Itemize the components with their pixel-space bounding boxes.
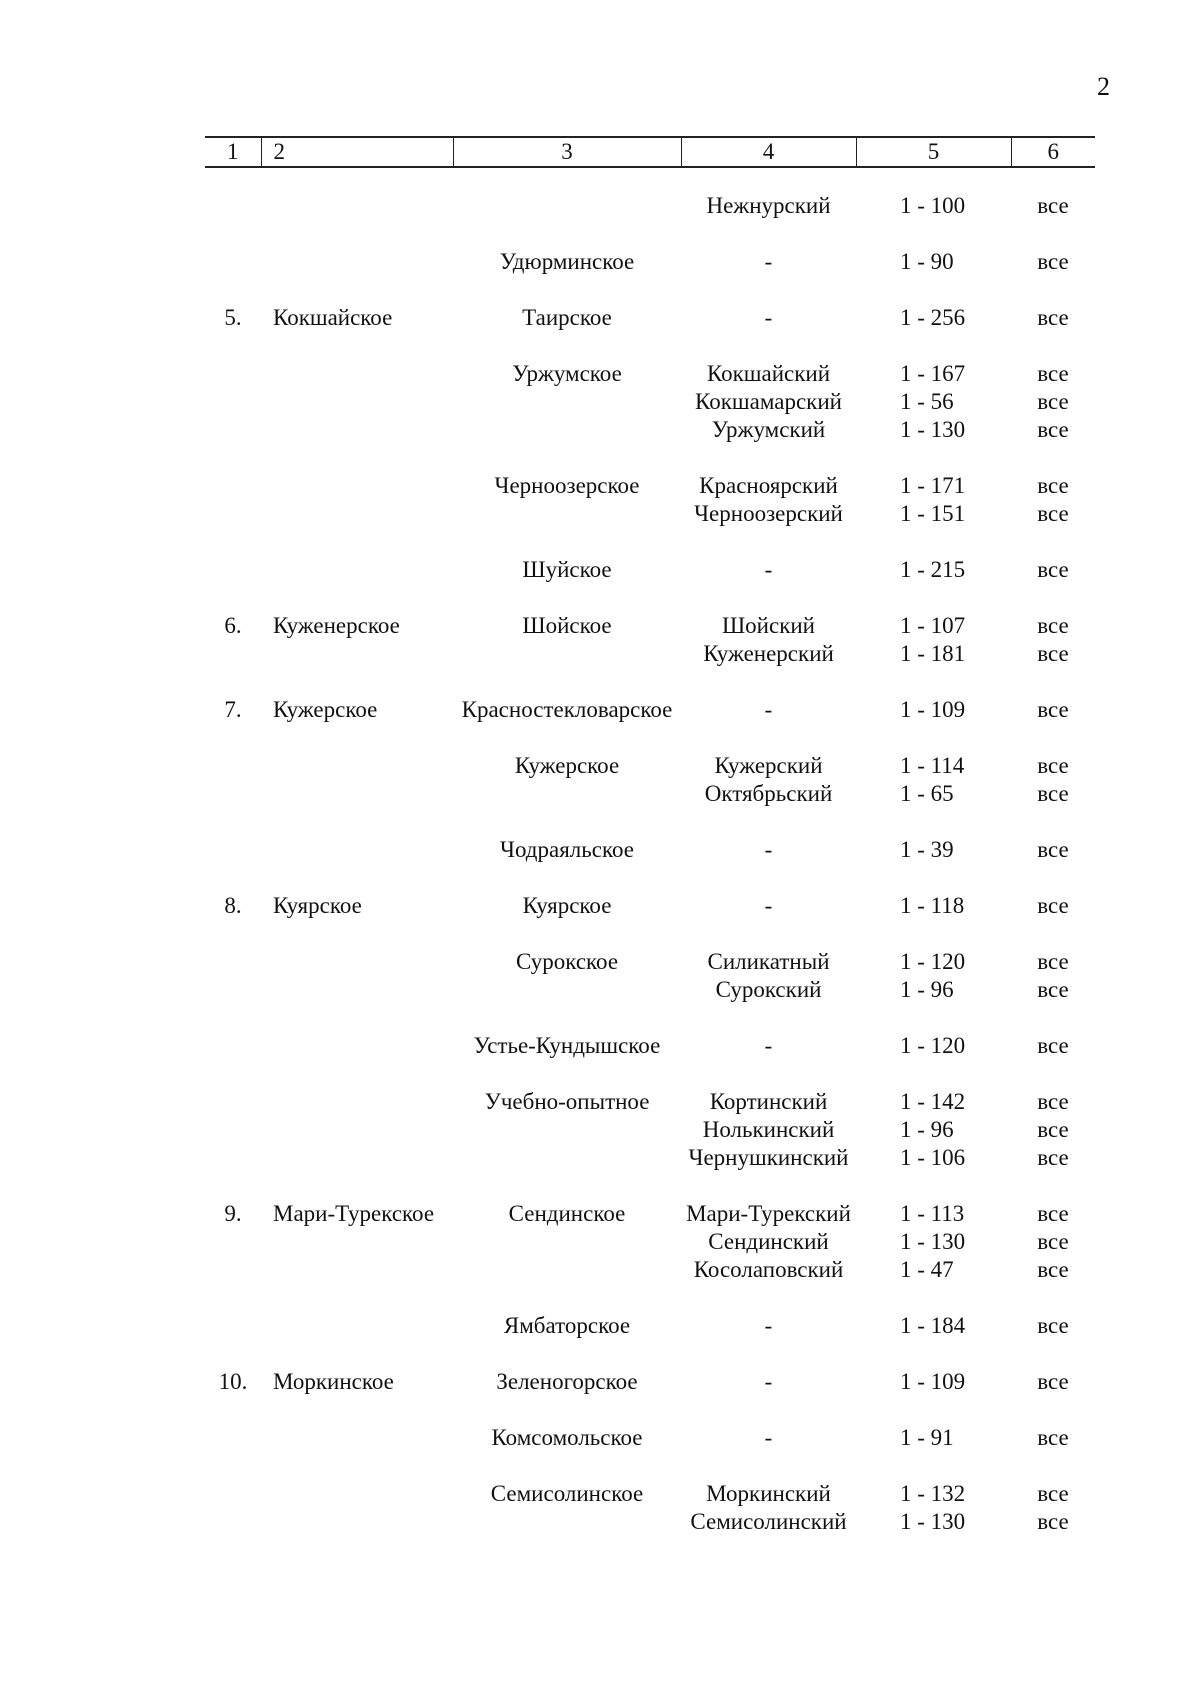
district-number — [205, 167, 261, 220]
house-range: 1 - 142 — [900, 1089, 966, 1114]
locality-name: Сурокский — [715, 977, 822, 1002]
settlement-name: Чодраяльское — [500, 837, 634, 862]
house-range: 1 - 109 — [900, 697, 966, 722]
settlement-name: Кужерское — [514, 753, 620, 778]
status-cell — [1011, 724, 1095, 808]
house-range: 1 - 215 — [900, 557, 966, 582]
district-number — [205, 1396, 261, 1452]
locality-cell — [681, 220, 856, 276]
locality-name: Нежнурский — [706, 193, 831, 218]
column-header-3: 3 — [453, 137, 681, 167]
locality-name: - — [764, 1369, 773, 1394]
status-value: все — [1037, 1257, 1069, 1282]
locality-name: Красноярский — [699, 473, 838, 498]
locality-name: - — [764, 1425, 773, 1450]
locality-cell — [681, 276, 856, 332]
house-range: 1 - 114 — [900, 753, 965, 778]
district-number — [205, 920, 261, 1004]
status-cell — [1011, 920, 1095, 1004]
district-name: Куярское — [273, 893, 362, 918]
status-cell — [1011, 1452, 1095, 1536]
locality-cell — [681, 1396, 856, 1452]
status-value: все — [1037, 1117, 1069, 1142]
district-number — [205, 332, 261, 444]
house-range: 1 - 96 — [900, 1117, 954, 1142]
status-cell — [1011, 332, 1095, 444]
status-value: все — [1037, 893, 1069, 918]
status-value: все — [1037, 1425, 1069, 1450]
status-cell — [1011, 808, 1095, 864]
range-cell — [856, 167, 1011, 220]
status-value: все — [1037, 837, 1069, 862]
page-number: 2 — [1097, 72, 1110, 101]
table-row — [205, 1172, 1095, 1284]
house-range: 1 - 56 — [900, 389, 954, 414]
district-name — [261, 808, 453, 864]
range-cell — [856, 864, 1011, 920]
locality-name: Октябрьский — [704, 781, 833, 806]
locality-name: - — [764, 1313, 773, 1338]
district-number — [205, 1284, 261, 1340]
settlement-name — [453, 167, 681, 220]
locality-cell — [681, 668, 856, 724]
status-value: все — [1037, 249, 1069, 274]
locality-name: Мари-Турекский — [686, 1201, 851, 1226]
locality-cell — [681, 1004, 856, 1060]
settlement-name: Зеленогорское — [496, 1369, 638, 1394]
district-number: 5. — [224, 305, 242, 330]
district-name: Кокшайское — [273, 305, 393, 330]
status-value: все — [1037, 1313, 1069, 1338]
district-name — [261, 1452, 453, 1536]
status-cell — [1011, 220, 1095, 276]
table-row — [205, 864, 1095, 920]
district-number: 7. — [224, 697, 242, 722]
locality-cell — [681, 920, 856, 1004]
district-number: 8. — [224, 893, 242, 918]
district-name — [261, 167, 453, 220]
locality-cell — [681, 1284, 856, 1340]
locality-name: Кортинский — [709, 1089, 828, 1114]
status-value: все — [1037, 473, 1069, 498]
house-range: 1 - 120 — [900, 949, 966, 974]
settlement-name: Шуйское — [522, 557, 612, 582]
range-cell — [856, 332, 1011, 444]
district-number — [205, 444, 261, 528]
status-cell — [1011, 1340, 1095, 1396]
status-value: все — [1037, 697, 1069, 722]
locality-name: Моркинский — [706, 1481, 831, 1506]
settlement-name: Учебно-опытное — [484, 1089, 650, 1114]
house-range: 1 - 151 — [900, 501, 966, 526]
status-cell — [1011, 276, 1095, 332]
settlement-name: Сендинское — [508, 1201, 626, 1226]
range-cell — [856, 1452, 1011, 1536]
house-range: 1 - 132 — [900, 1481, 966, 1506]
locality-name: - — [764, 837, 773, 862]
district-number: 10. — [218, 1369, 248, 1394]
district-name: Мари-Турекское — [273, 1201, 435, 1226]
status-value: все — [1037, 753, 1069, 778]
district-name — [261, 528, 453, 584]
locality-name: - — [764, 305, 773, 330]
table-row — [205, 1396, 1095, 1452]
house-range: 1 - 130 — [900, 1509, 966, 1534]
status-value: все — [1037, 781, 1069, 806]
settlement-name: Ямбаторское — [503, 1313, 631, 1338]
district-number — [205, 528, 261, 584]
settlement-name: Сурокское — [515, 949, 619, 974]
status-cell — [1011, 1172, 1095, 1284]
district-number: 6. — [224, 613, 242, 638]
house-range: 1 - 47 — [900, 1257, 954, 1282]
status-value: все — [1037, 1481, 1069, 1506]
house-range: 1 - 91 — [900, 1425, 954, 1450]
locality-cell — [681, 724, 856, 808]
locality-cell — [681, 808, 856, 864]
range-cell — [856, 220, 1011, 276]
district-name — [261, 220, 453, 276]
range-cell — [856, 1284, 1011, 1340]
status-value: все — [1037, 305, 1069, 330]
locality-cell — [681, 1340, 856, 1396]
house-range: 1 - 120 — [900, 1033, 966, 1058]
status-value: все — [1037, 501, 1069, 526]
range-cell — [856, 444, 1011, 528]
status-value: все — [1037, 557, 1069, 582]
table-row — [205, 1340, 1095, 1396]
status-cell — [1011, 1284, 1095, 1340]
table-row — [205, 220, 1095, 276]
range-cell — [856, 668, 1011, 724]
range-cell — [856, 1060, 1011, 1172]
house-range: 1 - 100 — [900, 193, 966, 218]
district-name: Кужерское — [273, 697, 378, 722]
table-row — [205, 584, 1095, 668]
status-value: все — [1037, 1229, 1069, 1254]
settlement-name: Устье-Кундышское — [473, 1033, 661, 1058]
status-value: все — [1037, 361, 1069, 386]
locality-name: - — [764, 893, 773, 918]
status-value: все — [1037, 1201, 1069, 1226]
locality-cell — [681, 444, 856, 528]
locality-name: Нолькинский — [702, 1117, 835, 1142]
table-row — [205, 1060, 1095, 1172]
table-row — [205, 276, 1095, 332]
locality-name: Семисолинский — [690, 1509, 847, 1534]
district-name — [261, 1060, 453, 1172]
settlement-name: Уржумское — [512, 361, 622, 386]
house-range: 1 - 130 — [900, 417, 966, 442]
range-cell — [856, 1172, 1011, 1284]
table-body — [205, 167, 1095, 1536]
table-row — [205, 724, 1095, 808]
range-cell — [856, 808, 1011, 864]
house-range: 1 - 181 — [900, 641, 966, 666]
status-cell — [1011, 167, 1095, 220]
district-number — [205, 724, 261, 808]
column-header-4: 4 — [681, 137, 856, 167]
locality-name: Шойский — [721, 613, 815, 638]
settlement-name: Черноозерское — [494, 473, 640, 498]
district-name: Моркинское — [273, 1369, 394, 1394]
house-range: 1 - 130 — [900, 1229, 966, 1254]
locality-name: Черноозерский — [694, 501, 843, 526]
range-cell — [856, 584, 1011, 668]
district-name — [261, 444, 453, 528]
status-value: все — [1037, 193, 1069, 218]
district-name — [261, 332, 453, 444]
district-number — [205, 1060, 261, 1172]
status-value: все — [1037, 977, 1069, 1002]
house-range: 1 - 109 — [900, 1369, 966, 1394]
district-number: 9. — [224, 1201, 242, 1226]
locality-name: - — [764, 249, 773, 274]
column-header-2: 2 — [261, 137, 453, 167]
house-range: 1 - 167 — [900, 361, 966, 386]
district-number — [205, 1452, 261, 1536]
status-cell — [1011, 584, 1095, 668]
locality-cell — [681, 584, 856, 668]
district-name — [261, 724, 453, 808]
range-cell — [856, 528, 1011, 584]
table-row — [205, 808, 1095, 864]
district-name: Куженерское — [273, 613, 400, 638]
locality-name: Уржумский — [711, 417, 826, 442]
table-row — [205, 1004, 1095, 1060]
column-number-row — [205, 137, 1095, 167]
house-range: 1 - 65 — [900, 781, 954, 806]
table-row — [205, 1452, 1095, 1536]
settlement-name: Шойское — [522, 613, 612, 638]
locality-cell — [681, 167, 856, 220]
range-cell — [856, 1004, 1011, 1060]
status-value: все — [1037, 1033, 1069, 1058]
status-value: все — [1037, 1145, 1069, 1170]
locality-name: Кокшамарский — [695, 389, 842, 414]
settlement-name: Красностекловарское — [461, 697, 673, 722]
table-row — [205, 920, 1095, 1004]
column-header-1: 1 — [205, 137, 261, 167]
column-header-6: 6 — [1011, 137, 1095, 167]
district-number — [205, 220, 261, 276]
locality-cell — [681, 1060, 856, 1172]
column-header-5: 5 — [856, 137, 1011, 167]
status-cell — [1011, 1004, 1095, 1060]
locality-name: Чернушкинский — [688, 1145, 849, 1170]
status-value: все — [1037, 417, 1069, 442]
status-value: все — [1037, 1369, 1069, 1394]
district-name — [261, 1396, 453, 1452]
status-value: все — [1037, 1089, 1069, 1114]
locality-name: Сендинский — [708, 1229, 829, 1254]
table-row — [205, 528, 1095, 584]
locality-name: Кужерский — [714, 753, 823, 778]
settlement-name: Семисолинское — [490, 1481, 644, 1506]
status-value: все — [1037, 949, 1069, 974]
house-range: 1 - 106 — [900, 1145, 966, 1170]
house-range: 1 - 90 — [900, 249, 954, 274]
table-row — [205, 444, 1095, 528]
locality-name: - — [764, 557, 773, 582]
house-range: 1 - 184 — [900, 1313, 966, 1338]
house-range: 1 - 96 — [900, 977, 954, 1002]
house-range: 1 - 171 — [900, 473, 966, 498]
range-cell — [856, 724, 1011, 808]
status-cell — [1011, 528, 1095, 584]
house-range: 1 - 107 — [900, 613, 966, 638]
locality-name: Силикатный — [707, 949, 830, 974]
house-range: 1 - 39 — [900, 837, 954, 862]
locality-name: - — [764, 697, 773, 722]
locality-name: Куженерский — [703, 641, 834, 666]
locality-name: Косолаповский — [693, 1257, 844, 1282]
district-name — [261, 920, 453, 1004]
house-range: 1 - 118 — [900, 893, 965, 918]
range-cell — [856, 920, 1011, 1004]
status-cell — [1011, 1060, 1095, 1172]
locality-name: Кокшайский — [706, 361, 831, 386]
house-range: 1 - 256 — [900, 305, 966, 330]
settlement-name: Удюрминское — [499, 249, 635, 274]
status-value: все — [1037, 1509, 1069, 1534]
locality-cell — [681, 864, 856, 920]
table-row — [205, 1284, 1095, 1340]
locality-cell — [681, 1172, 856, 1284]
locality-cell — [681, 1452, 856, 1536]
status-cell — [1011, 864, 1095, 920]
status-cell — [1011, 1396, 1095, 1452]
district-number — [205, 808, 261, 864]
house-range: 1 - 113 — [900, 1201, 965, 1226]
status-cell — [1011, 444, 1095, 528]
locality-cell — [681, 528, 856, 584]
settlement-name: Комсомольское — [491, 1425, 643, 1450]
settlement-name: Таирское — [522, 305, 612, 330]
status-value: все — [1037, 389, 1069, 414]
status-value: все — [1037, 641, 1069, 666]
district-name — [261, 1284, 453, 1340]
status-value: все — [1037, 613, 1069, 638]
district-number — [205, 1004, 261, 1060]
settlement-name: Куярское — [522, 893, 612, 918]
range-cell — [856, 1340, 1011, 1396]
range-cell — [856, 1396, 1011, 1452]
district-table — [205, 136, 1095, 1536]
table-row — [205, 668, 1095, 724]
table-row — [205, 167, 1095, 220]
locality-name: - — [764, 1033, 773, 1058]
status-cell — [1011, 668, 1095, 724]
district-name — [261, 1004, 453, 1060]
locality-cell — [681, 332, 856, 444]
table-row — [205, 332, 1095, 444]
range-cell — [856, 276, 1011, 332]
